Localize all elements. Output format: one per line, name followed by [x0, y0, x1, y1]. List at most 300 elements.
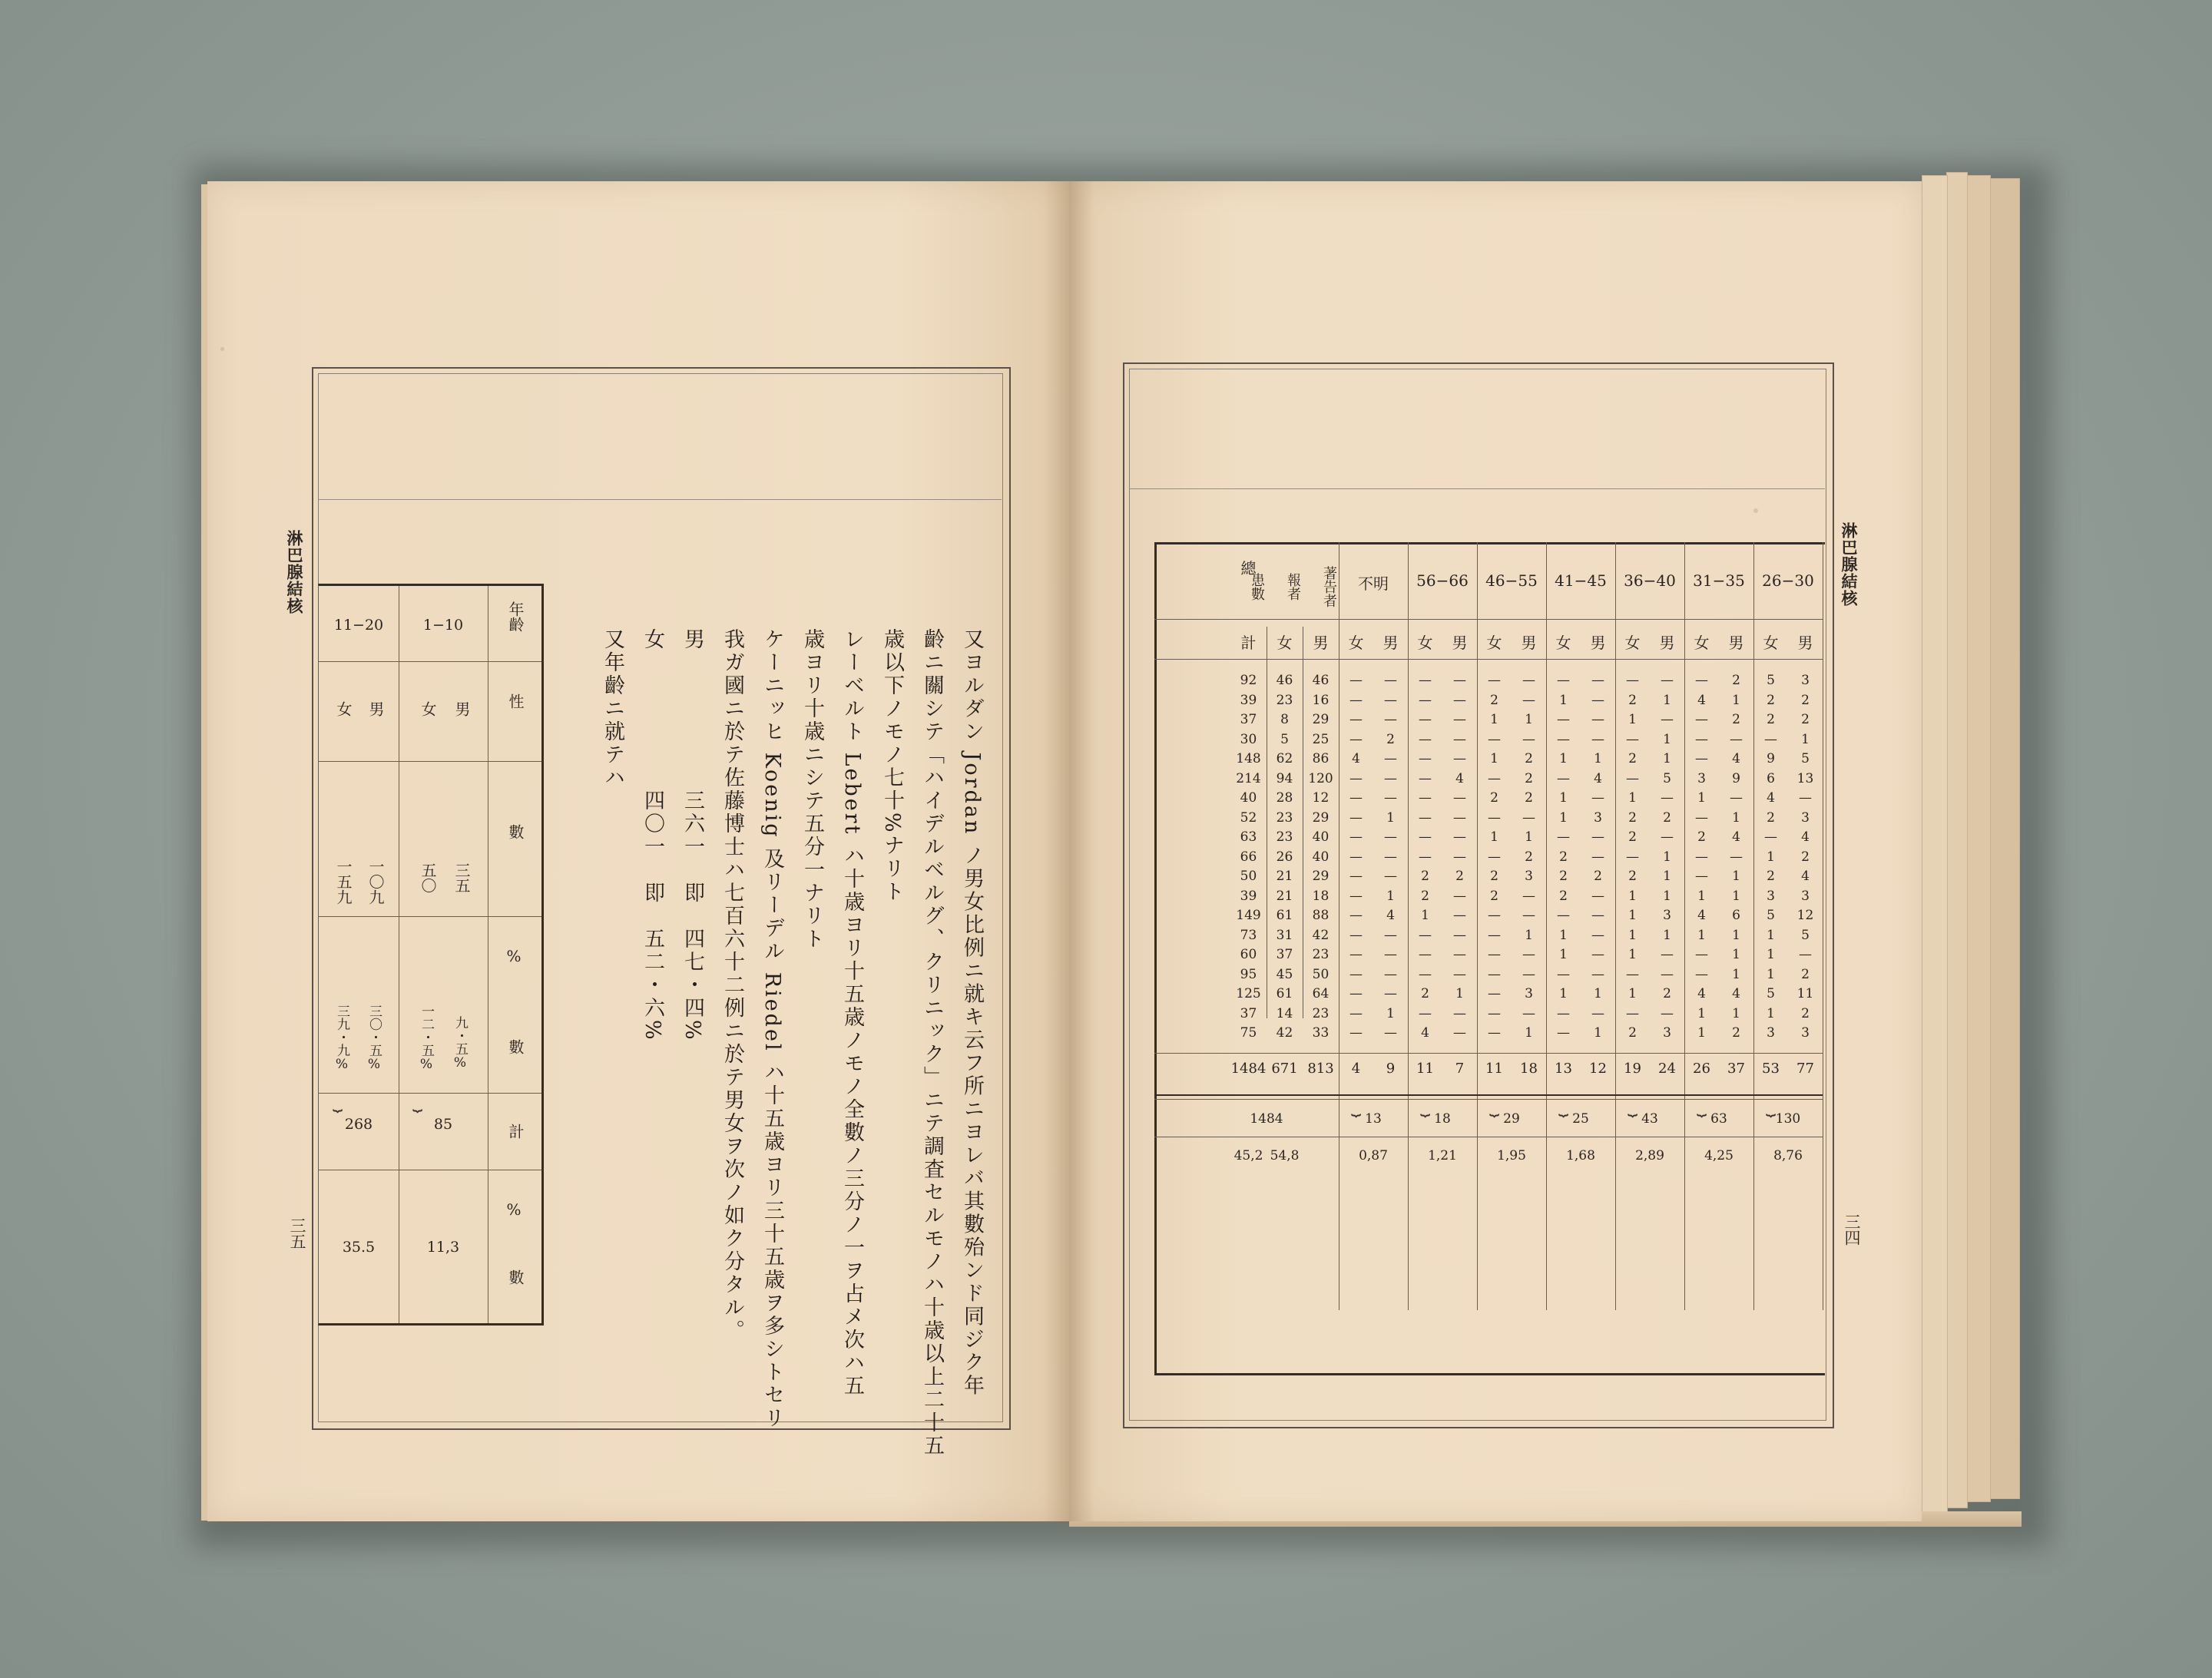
table-cell: —	[1626, 770, 1639, 786]
table-cell: 1	[1628, 908, 1637, 923]
text-column: 又ヨルダン Jordan ノ男女比例ニ就キ云フ所ニヨレバ其數殆ンド同ジク年	[960, 628, 984, 1398]
table-cell: 29	[1312, 809, 1330, 826]
table-cell: 3	[1663, 1025, 1671, 1041]
table-cell: —	[1488, 849, 1501, 865]
table-cell: 1	[1559, 790, 1568, 806]
sub-header-female: 女	[1555, 634, 1571, 652]
total-cell: 4	[1351, 1060, 1361, 1077]
table-cell: —	[1384, 829, 1397, 845]
group-sum: 25	[1572, 1110, 1589, 1127]
table-cell: —	[1349, 888, 1363, 904]
table-cell: —	[1695, 966, 1708, 982]
table-cell: —	[1453, 966, 1466, 982]
table-cell: 73	[1240, 927, 1257, 943]
table-cell: 61	[1276, 908, 1293, 923]
table-row-line	[1154, 1053, 1823, 1054]
table-cell: —	[1349, 869, 1363, 884]
table-cell: 75	[1240, 1025, 1257, 1041]
table-cell: 4	[1697, 908, 1706, 923]
table-cell: —	[1557, 1005, 1570, 1021]
table-cell: 4	[1386, 908, 1395, 923]
page-stack-edge	[1946, 172, 1968, 1508]
total-cell: 11	[1416, 1060, 1434, 1077]
table-cell: —	[1453, 673, 1466, 688]
table-cell: 4	[1352, 751, 1360, 766]
brace: ⏟	[1420, 1097, 1429, 1117]
table-cell: —	[1488, 1025, 1501, 1041]
table-cell: 2	[1421, 986, 1429, 1001]
table-cell: —	[1384, 751, 1397, 766]
grand-total: 1484	[1250, 1110, 1283, 1127]
table-cell: 63	[1240, 829, 1257, 845]
table-cell: 23	[1276, 829, 1293, 845]
table-cell: 3	[1697, 770, 1706, 786]
table-cell: 1	[1732, 888, 1740, 904]
page-stack-edge	[1966, 175, 1991, 1502]
brace: ⏟	[333, 1093, 341, 1112]
table-cell: 31	[1276, 927, 1293, 943]
table-cell: 4	[1697, 986, 1706, 1001]
total-cell: 53	[1762, 1060, 1780, 1077]
table-cell: —	[1384, 947, 1397, 962]
table-cell: 2	[1559, 869, 1568, 884]
table-cell: 94	[1276, 770, 1293, 786]
table-cell: —	[1453, 712, 1466, 727]
header-total-label: 著告者	[1321, 566, 1337, 607]
count-male: 一〇九	[366, 859, 385, 905]
text-column: 我ガ國ニ於テ佐藤博士ハ七百六十二例ニ於テ男女ヲ次ノ如ク分タル。	[720, 628, 744, 1342]
table-cell: 3	[1525, 986, 1533, 1001]
folio-left: 三五	[288, 1217, 306, 1249]
table-cell: —	[1522, 908, 1535, 923]
table-cell: 2	[1386, 731, 1395, 747]
header-count: 數	[506, 824, 525, 839]
right-page-header-rule	[1129, 488, 1825, 489]
header-total-label: 報者	[1285, 573, 1301, 601]
table-cell: —	[1557, 829, 1570, 845]
table-cell: 5	[1801, 751, 1810, 766]
table-cell: 1	[1663, 731, 1671, 747]
table-cell: —	[1661, 1005, 1674, 1021]
table-cell: —	[1384, 673, 1397, 688]
table-cell: —	[1730, 849, 1743, 865]
sub-header-female: 女	[1277, 634, 1293, 652]
table-cell: 40	[1312, 849, 1330, 865]
table-cell: 1	[1594, 751, 1602, 766]
total-cell: 37	[1727, 1060, 1745, 1077]
sub-header-female: 女	[1624, 634, 1641, 652]
sub-header-male: 男	[1452, 634, 1468, 652]
table-cell: 1	[1628, 947, 1637, 962]
table-cell: 26	[1276, 849, 1293, 865]
table-cell: —	[1419, 692, 1432, 708]
table-cell: —	[1419, 809, 1432, 826]
table-cell: —	[1453, 751, 1466, 766]
table-cell: 1	[1767, 849, 1775, 865]
table-column-line	[1615, 542, 1616, 1310]
table-cell: —	[1730, 731, 1743, 747]
table-cell: —	[1419, 1005, 1432, 1021]
table-cell: —	[1488, 770, 1501, 786]
table-cell: —	[1453, 927, 1466, 943]
table-cell: 5	[1663, 770, 1671, 786]
running-head-right: 淋巴腺結核	[1839, 522, 1859, 607]
sub-header-female: 女	[1486, 634, 1502, 652]
table-cell: 1	[1663, 888, 1671, 904]
table-cell: 1	[1732, 947, 1740, 962]
table-cell: 16	[1312, 692, 1330, 708]
total-cell: 19	[1624, 1060, 1641, 1077]
table-cell: 3	[1525, 869, 1533, 884]
pct-male: 九・五%	[452, 1016, 468, 1071]
table-cell: —	[1419, 712, 1432, 727]
text-column: 歳以下ノモノ七十%ナリト	[880, 628, 904, 904]
table-cell: 4	[1801, 869, 1810, 884]
table-cell: —	[1695, 947, 1708, 962]
group-pct: 4,25	[1704, 1147, 1734, 1163]
table-cell: —	[1695, 849, 1708, 865]
total-cell: 12	[1589, 1060, 1607, 1077]
left-page-header-rule	[318, 499, 1002, 500]
table-cell: 1	[1732, 966, 1740, 982]
table-cell: 1	[1767, 947, 1775, 962]
table-cell: 2	[1455, 869, 1464, 884]
table-cell: 88	[1312, 908, 1330, 923]
table-cell: —	[1661, 712, 1674, 727]
table-cell: —	[1349, 770, 1363, 786]
table-cell: 148	[1236, 751, 1261, 766]
total-cell: 813	[1307, 1060, 1334, 1077]
table-column-line	[1477, 542, 1478, 1310]
table-cell: 1	[1594, 1025, 1602, 1041]
table-cell: 149	[1236, 908, 1261, 923]
table-cell: —	[1695, 712, 1708, 727]
table-cell: 37	[1240, 1005, 1257, 1021]
table-cell: 23	[1312, 947, 1330, 962]
table-cell: 2	[1767, 809, 1775, 826]
group-sum: 63	[1710, 1110, 1727, 1127]
table-cell: 4	[1594, 770, 1602, 786]
table-cell: —	[1349, 673, 1363, 688]
table-cell: 9	[1767, 751, 1775, 766]
table-cell: 21	[1276, 888, 1293, 904]
table-cell: 21	[1276, 869, 1293, 884]
table-cell: 3	[1767, 1025, 1775, 1041]
table-cell: —	[1419, 829, 1432, 845]
pct-male: 三〇・五%	[366, 1004, 382, 1072]
age-range: 11−20	[333, 617, 384, 634]
table-cell: 5	[1280, 731, 1289, 747]
brace: ⏟	[1489, 1097, 1498, 1117]
table-cell: 3	[1594, 809, 1602, 826]
table-cell: 1	[1559, 751, 1568, 766]
paper-spot	[220, 347, 224, 351]
group-sum: 130	[1775, 1110, 1801, 1127]
table-cell: 214	[1236, 770, 1261, 786]
table-cell: 120	[1308, 770, 1333, 786]
sub-header-male: 男	[1797, 634, 1813, 652]
table-cell: 1	[1732, 869, 1740, 884]
table-cell: —	[1695, 809, 1708, 826]
table-cell: 2	[1490, 888, 1498, 904]
table-cell: 2	[1525, 790, 1533, 806]
page-stack-edge	[1922, 175, 1948, 1519]
table-cell: —	[1419, 966, 1432, 982]
pct-female: 一二・五%	[419, 1004, 434, 1072]
table-cell: 2	[1732, 712, 1740, 727]
sub-header-male: 男	[1521, 634, 1537, 652]
sub-header-male: 男	[1659, 634, 1675, 652]
table-cell: —	[1349, 966, 1363, 982]
table-cell: —	[1419, 751, 1432, 766]
table-cell: —	[1419, 790, 1432, 806]
table-cell: 60	[1240, 947, 1257, 962]
sub-header-male: 男	[1313, 634, 1329, 652]
table-cell: 30	[1240, 731, 1257, 747]
table-cell: —	[1557, 966, 1570, 982]
table-cell: —	[1591, 712, 1604, 727]
table-column-line	[1753, 542, 1754, 1310]
table-cell: —	[1384, 927, 1397, 943]
table-cell: 95	[1240, 966, 1257, 982]
table-cell: 92	[1240, 673, 1257, 688]
table-cell: —	[1626, 849, 1639, 865]
table-cell: 4	[1732, 986, 1740, 1001]
sub-header-male: 男	[1590, 634, 1606, 652]
table-cell: —	[1488, 947, 1501, 962]
table-row-line	[319, 916, 541, 917]
table-cell: 29	[1312, 869, 1330, 884]
table-cell: —	[1419, 673, 1432, 688]
table-cell: 1	[1628, 986, 1637, 1001]
table-cell: —	[1349, 692, 1363, 708]
table-row-line	[319, 761, 541, 762]
header-total-pct: %	[505, 1200, 523, 1219]
table-cell: 2	[1628, 809, 1637, 826]
header-total-pct-count: 數	[506, 1269, 525, 1285]
table-cell: 1	[1663, 927, 1671, 943]
table-cell: —	[1384, 692, 1397, 708]
table-cell: —	[1695, 751, 1708, 766]
group-header: 41−45	[1555, 571, 1607, 590]
case-table	[1154, 542, 1823, 1371]
table-cell: —	[1557, 712, 1570, 727]
table-cell: —	[1453, 849, 1466, 865]
total-cell: 671	[1271, 1060, 1298, 1077]
table-cell: 2	[1801, 966, 1810, 982]
table-cell: 39	[1240, 692, 1257, 708]
table-cell: —	[1695, 869, 1708, 884]
table-cell: 46	[1276, 673, 1293, 688]
table-cell: 1	[1767, 966, 1775, 982]
table-cell: 14	[1276, 1005, 1293, 1021]
table-cell: 2	[1421, 888, 1429, 904]
table-cell: 37	[1276, 947, 1293, 962]
sex-female: 女	[419, 701, 437, 717]
table-cell: 5	[1767, 673, 1775, 688]
brace: ⏟	[1558, 1097, 1567, 1117]
table-cell: —	[1488, 1005, 1501, 1021]
table-cell: 2	[1559, 849, 1568, 865]
table-cell: —	[1349, 986, 1363, 1001]
total-cell: 1484	[1230, 1060, 1267, 1077]
table-cell: 4	[1767, 790, 1775, 806]
table-cell: 3	[1801, 1025, 1810, 1041]
table-cell: 3	[1801, 888, 1810, 904]
table-cell: —	[1522, 809, 1535, 826]
table-cell: 39	[1240, 888, 1257, 904]
sex-female: 女	[334, 701, 353, 717]
table-cell: 25	[1312, 731, 1330, 747]
group-pct: 1,68	[1566, 1147, 1595, 1163]
table-cell: —	[1419, 849, 1432, 865]
table-cell: —	[1522, 731, 1535, 747]
table-cell: 1	[1732, 927, 1740, 943]
group-header: 31−35	[1693, 571, 1745, 590]
table-cell: 1	[1559, 692, 1568, 708]
page-stack-edge	[1989, 178, 2020, 1499]
table-cell: —	[1349, 829, 1363, 845]
table-cell: 28	[1276, 790, 1293, 806]
brace: ⏟	[1628, 1097, 1636, 1117]
table-cell: —	[1591, 908, 1604, 923]
text-column: 歳ヨリ十歳ニシテ五分一ナリト	[800, 628, 824, 951]
table-cell: 2	[1628, 751, 1637, 766]
total-cell: 7	[1455, 1060, 1465, 1077]
table-cell: 2	[1559, 888, 1568, 904]
table-cell: —	[1626, 1005, 1639, 1021]
group-sum: 18	[1434, 1110, 1451, 1127]
table-cell: 1	[1628, 927, 1637, 943]
table-cell: —	[1349, 849, 1363, 865]
brace: ⏟	[1351, 1097, 1359, 1117]
header-total: 計	[506, 1124, 525, 1139]
text-column: 女 四〇一 即 五二・六%	[641, 628, 664, 1042]
table-cell: —	[1557, 731, 1570, 747]
table-cell: —	[1626, 966, 1639, 982]
table-cell: —	[1384, 986, 1397, 1001]
table-cell: —	[1799, 790, 1812, 806]
table-cell: 1	[1490, 829, 1498, 845]
table-cell: —	[1591, 1005, 1604, 1021]
table-cell: —	[1419, 927, 1432, 943]
total-pct: 35.5	[342, 1239, 376, 1256]
table-cell: —	[1591, 731, 1604, 747]
table-cell: —	[1349, 1025, 1363, 1041]
count-female: 五〇	[419, 862, 437, 893]
table-cell: —	[1349, 927, 1363, 943]
total: 85	[433, 1116, 453, 1133]
table-cell: —	[1453, 790, 1466, 806]
table-cell: 1	[1663, 849, 1671, 865]
table-cell: 2	[1628, 829, 1637, 845]
table-column-line	[1408, 542, 1409, 1310]
table-cell: 29	[1312, 712, 1330, 727]
table-cell: 52	[1240, 809, 1257, 826]
table-cell: 45	[1276, 966, 1293, 982]
table-cell: —	[1488, 673, 1501, 688]
table-cell: 18	[1312, 888, 1330, 904]
group-sum: 43	[1641, 1110, 1658, 1127]
group-header: 36−40	[1624, 571, 1676, 590]
table-cell: 1	[1732, 1005, 1740, 1021]
group-sum: 13	[1365, 1110, 1382, 1127]
group-header: 56−66	[1416, 571, 1469, 590]
table-cell: 1	[1801, 731, 1810, 747]
table-cell: —	[1591, 692, 1604, 708]
group-header: 26−30	[1762, 571, 1814, 590]
table-cell: 2	[1525, 751, 1533, 766]
table-cell: 61	[1276, 986, 1293, 1001]
table-cell: —	[1591, 888, 1604, 904]
table-cell: 2	[1594, 869, 1602, 884]
table-cell: —	[1695, 731, 1708, 747]
table-cell: —	[1453, 908, 1466, 923]
table-cell: —	[1384, 1025, 1397, 1041]
table-cell: 1	[1663, 869, 1671, 884]
table-cell: 50	[1312, 966, 1330, 982]
total-cell: 9	[1386, 1060, 1396, 1077]
table-cell: 1	[1628, 790, 1637, 806]
table-row-line	[319, 661, 541, 662]
text-column: 男 三六一 即 四七・四%	[680, 628, 704, 1042]
table-cell: —	[1661, 829, 1674, 845]
table-cell: 5	[1767, 986, 1775, 1001]
table-cell: 4	[1421, 1025, 1429, 1041]
table-cell: 4	[1732, 829, 1740, 845]
table-cell: 2	[1490, 692, 1498, 708]
table-cell: —	[1522, 1005, 1535, 1021]
table-cell: 2	[1490, 869, 1498, 884]
table-row-line	[1154, 659, 1823, 660]
table-cell: —	[1384, 790, 1397, 806]
table-cell: 2	[1421, 869, 1429, 884]
table-cell: 4	[1455, 770, 1464, 786]
table-cell: —	[1349, 947, 1363, 962]
table-cell: 1	[1663, 751, 1671, 766]
table-cell: 1	[1697, 888, 1706, 904]
table-cell: 23	[1312, 1005, 1330, 1021]
table-cell: 33	[1312, 1025, 1330, 1041]
table-cell: —	[1591, 927, 1604, 943]
pct-male: 54,8	[1270, 1147, 1300, 1163]
sub-header-female: 女	[1694, 634, 1710, 652]
table-cell: —	[1488, 986, 1501, 1001]
table-cell: —	[1453, 692, 1466, 708]
table-cell: 2	[1732, 1025, 1740, 1041]
table-cell: —	[1349, 1005, 1363, 1021]
table-cell: —	[1349, 908, 1363, 923]
table-cell: 46	[1312, 673, 1330, 688]
table-cell: 11	[1796, 986, 1814, 1001]
table-cell: —	[1488, 927, 1501, 943]
table-cell: 4	[1732, 751, 1740, 766]
table-cell: 1	[1559, 947, 1568, 962]
table-cell: 1	[1559, 927, 1568, 943]
table-cell: 86	[1312, 751, 1330, 766]
table-cell: 2	[1490, 790, 1498, 806]
table-cell: —	[1419, 770, 1432, 786]
text-column: 又年齡ニ就テハ	[601, 628, 624, 789]
total-cell: 77	[1796, 1060, 1814, 1077]
group-header: 46−55	[1485, 571, 1538, 590]
sub-header-female: 女	[1763, 634, 1779, 652]
table-column-line	[1546, 542, 1547, 1310]
table-cell: 6	[1767, 770, 1775, 786]
table-cell: 1	[1559, 809, 1568, 826]
total-cell: 13	[1555, 1060, 1572, 1077]
header-total-top: 總	[1240, 559, 1257, 578]
